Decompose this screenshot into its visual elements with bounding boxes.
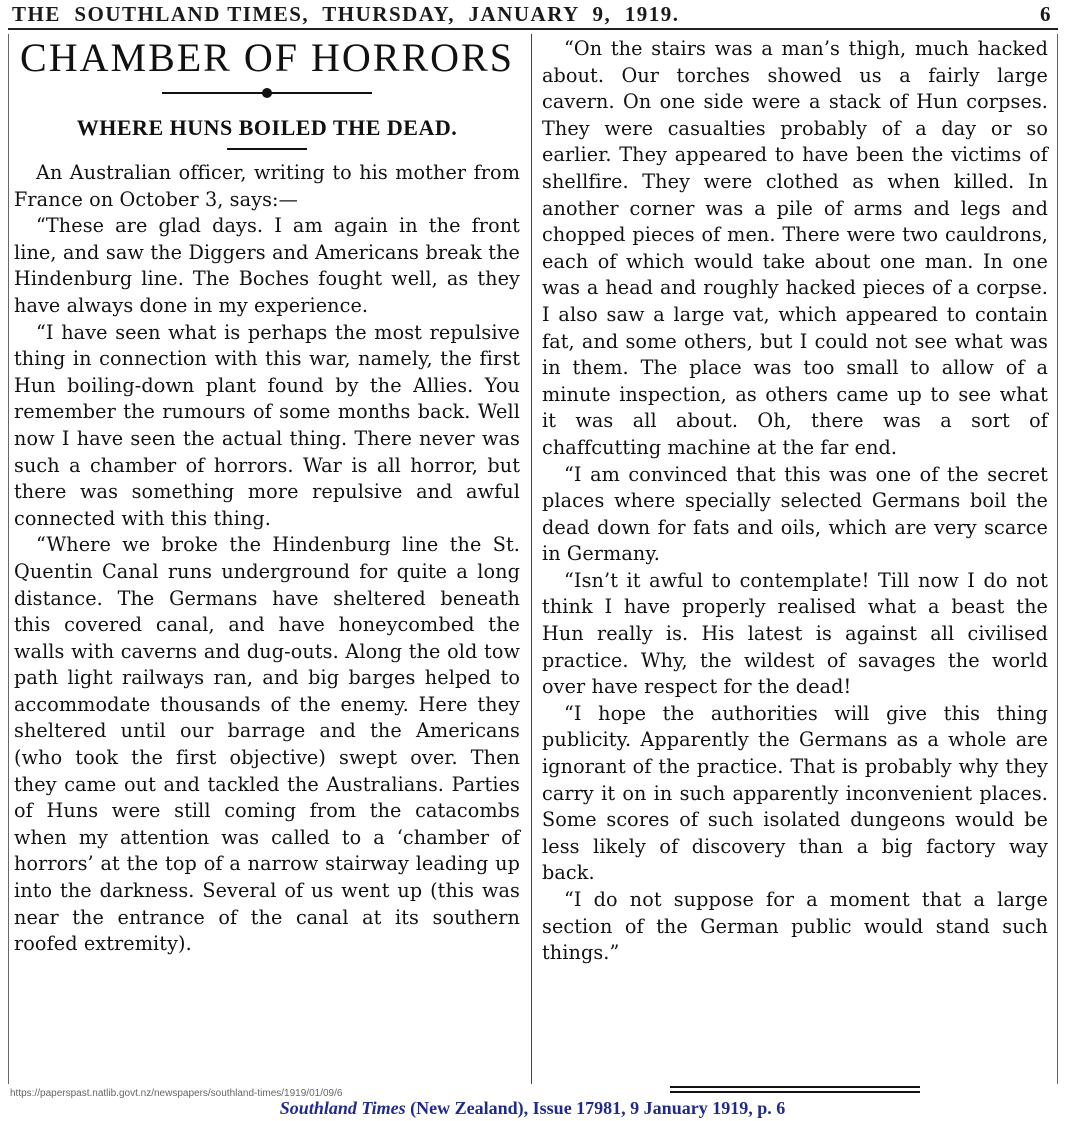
source-caption — [0, 1098, 1065, 1119]
article-paragraph: “These are glad days. I am again in the front line, and saw the Diggers and Americans break the Hindenburg line. The Boches fought well, as they have always done in my experience. — [14, 214, 520, 317]
masthead — [8, 2, 1058, 28]
article-subheadline: WHERE HUNS BOILED THE DEAD. — [76, 115, 458, 140]
right-column-body — [542, 36, 1048, 967]
masthead-rule — [8, 28, 1058, 30]
article-paragraph: “I have seen what is perhaps the most repulsive thing in connection with this war, namely, the first Hun boiling-down plant found by the Allies. You remember the rumours of some months back. Well now I have seen the actual thing. There never was such a chamber of horrors. War is all horror, but there was something more repulsive and awful connected with this thing. — [14, 320, 520, 530]
caption-publication: Southland Times — [279, 1098, 406, 1118]
frame-right-border — [1057, 34, 1058, 1084]
source-url: https://paperspast.natlib.govt.nz/newspapers/southland-times/1919/01/09/6 — [10, 1088, 343, 1099]
article-paragraph: “I am convinced that this was one of the secret places where specially selected Germans boil the dead down for fats and oils, which are very scarce in Germany. — [542, 462, 1048, 566]
right-column — [542, 36, 1048, 967]
article-paragraph: “Isn’t it awful to contemplate! Till now I do not think I have properly realised what a beast the Hun really is. His latest is against all civilised practice. Why, the wildest of savages the world over have respect for the dead! — [542, 568, 1048, 699]
end-rule-bottom — [670, 1091, 920, 1093]
left-column-body — [14, 160, 520, 958]
article-paragraph: An Australian officer, writing to his mother from France on October 3, says:— — [14, 161, 520, 211]
article-paragraph: “I do not suppose for a moment that a large section of the German public would stand such things.” — [542, 888, 1048, 965]
left-column — [14, 36, 520, 958]
masthead-title: THE SOUTHLAND TIMES, THURSDAY, JANUARY 9, 1919. — [12, 2, 680, 26]
subhead-rule — [227, 148, 307, 150]
article-paragraph: “I hope the authorities will give this thing publicity. Apparently the Germans as a whole are ignorant of the practice. That is probably why they carry it on in such apparently inconvenient places. Some scores of such isolated dungeons would be less likely of discovery than a big factory way back. — [542, 701, 1048, 885]
headline-ornament — [162, 86, 372, 100]
caption-details: (New Zealand), Issue 17981, 9 January 1919, p. 6 — [405, 1098, 786, 1118]
article-paragraph: “On the stairs was a man’s thigh, much hacked about. Our torches showed us a fairly large cavern. On one side were a stack of Hun corpses. They were casualties probably of a day or so earlier. They appeared to have been the victims of shellfire. They were clothed as when killed. In another corner was a pile of arms and legs and chopped pieces of men. There were two cauldrons, each of which would take about one man. In one was a head and roughly hacked pieces of a corpse. I also saw a large vat, which appeared to contain fat, and some others, but I could not see what was in them. The place was too small to allow of a minute inspection, as others came up to see what it was all about. Oh, there was a sort of chaffcutting machine at the far end. — [542, 37, 1048, 459]
column-divider — [531, 34, 532, 1084]
frame-left-border — [8, 34, 9, 1084]
article-paragraph: “Where we broke the Hindenburg line the St. Quentin Canal runs underground for quite a long distance. The Germans have sheltered beneath this covered canal, and have honeycombed the walls with caverns and dug-outs. Along the old tow path light railways ran, and big barges helped to accommodate thousands of the enemy. Here they sheltered until our barrage and the Americans (who took the first objective) swept over. Then they came out and tackled the Australians. Parties of Huns were still coming from the catacombs when my attention was called to a ‘chamber of horrors’ at the top of a narrow stairway leading up into the darkness. Several of us went up (this was near the entrance of the canal at its southern roofed extremity). — [14, 533, 520, 956]
end-rule-top — [670, 1086, 920, 1088]
page-number: 6 — [1040, 2, 1052, 26]
article-headline: CHAMBER OF HORRORS — [20, 35, 514, 80]
